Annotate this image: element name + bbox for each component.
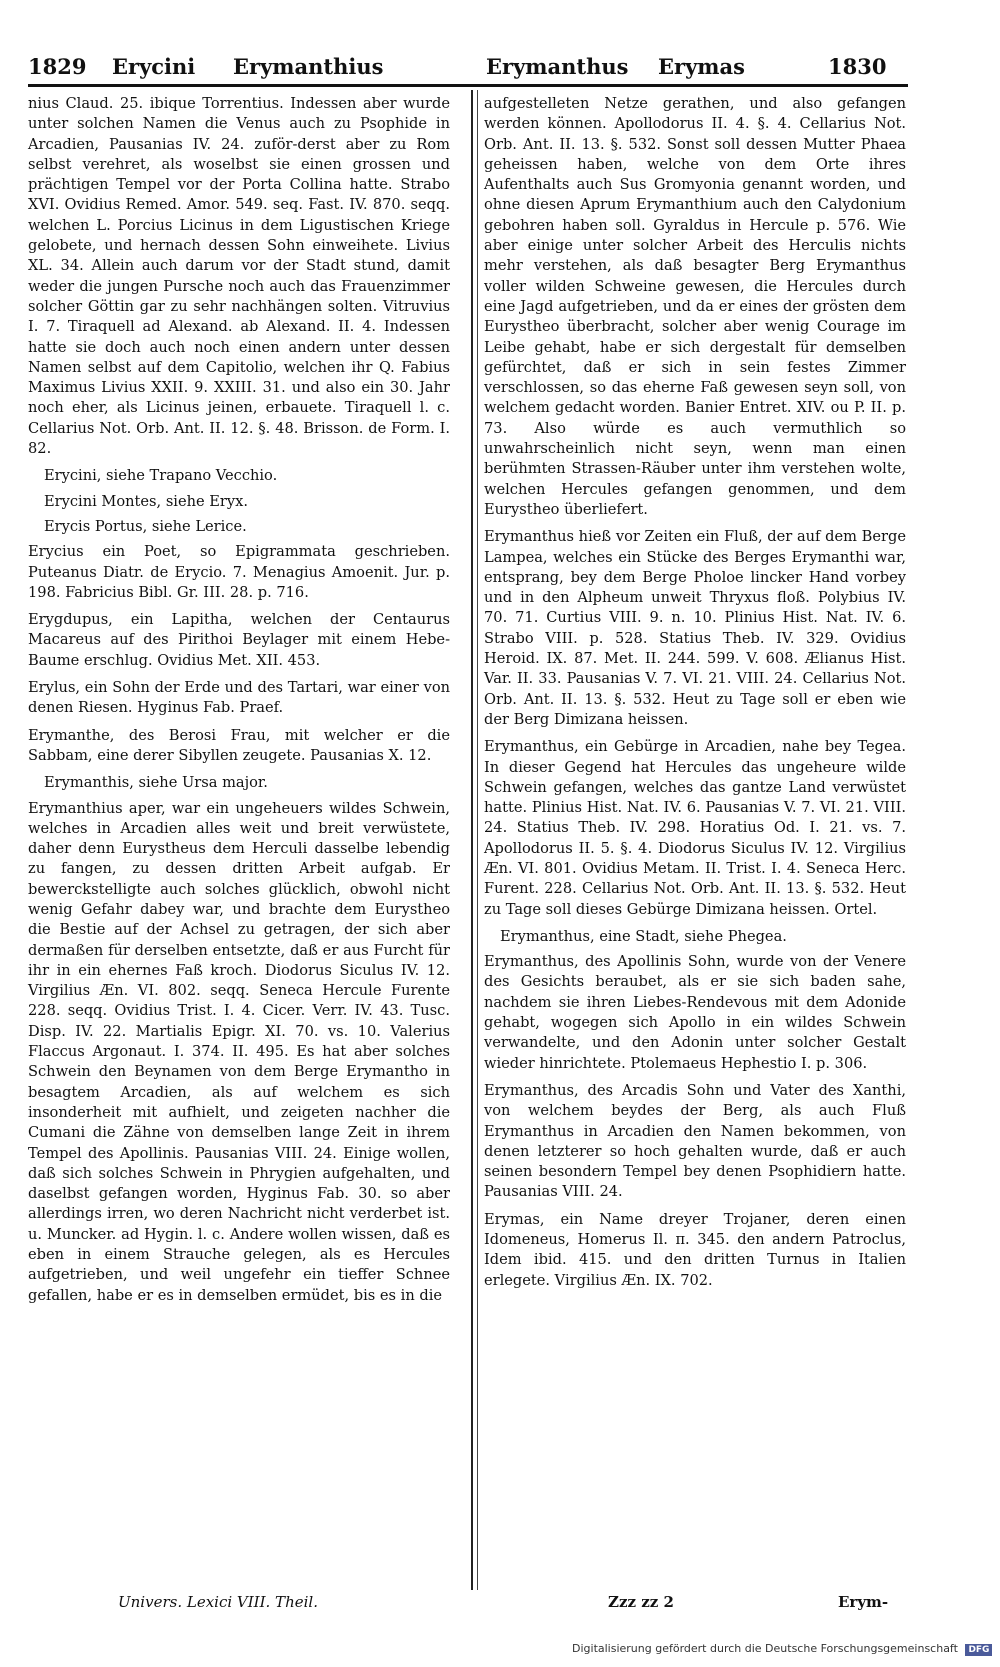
footer-catchword: Erym-	[838, 1593, 889, 1611]
page-number-left: 1829	[28, 54, 87, 79]
digitization-credit	[572, 1642, 992, 1656]
entry-erylus: Erylus, ein Sohn der Erde und des Tartari, war einer von denen Riesen. Hyginus Fab. Praef.	[28, 679, 450, 717]
entry-erymanthe: Erymanthe, des Berosi Frau, mit welcher er die Sabbam, eine derer Sibyllen zeugete. Pausanias X. 12.	[28, 726, 450, 764]
footer-imprint: Univers. Lexici VIII. Theil.	[118, 1593, 318, 1611]
guide-word-right-2: Erymas	[658, 54, 745, 79]
entry-erymas: Erymas, ein Name dreyer Trojaner, deren einen Idomeneus, Homerus Il. π. 345. den andern Patroclus, Idem ibid. 415. und den dritten Turnus in Italien erlegete. Virgilius Æn. IX. 702.	[484, 1210, 906, 1289]
entry-erymanthus-arcadis: Erymanthus, des Arcadis Sohn und Vater des Xanthi, von welchem beydes der Berg, als auch Fluß Erymanthus in Arcadien den Namen bekommen, von denen letzterer so hoch gehalten wurde, daß er auch seinen besondern Tempel bey denen Psophidiern hatte. Pausanias VIII. 24.	[484, 1081, 906, 1201]
dfg-logo: DFG	[965, 1644, 992, 1656]
entry-erycini: Erycini, siehe Trapano Vecchio.	[44, 467, 278, 485]
book-page	[28, 50, 908, 1640]
entry-erygdupus: Erygdupus, ein Lapitha, welchen der Centaurus Macareus auf des Pirithoi Beylager mit einem Hebe-Baume erschlug. Ovidius Met. XII. 453.	[28, 611, 450, 669]
guide-word-right-1: Erymanthus	[486, 54, 629, 79]
entry-erymanthius-aper-continued: aufgestelleten Netze gerathen, und also gefangen werden können. Apollodorus II. 4. §. 4. Cellarius Not. Orb. Ant. II. 13. §. 532. Sonst soll dessen Mutter Phaea geheissen haben, welche von dem Orte ihres Aufenthalts auch Sus Gromyonia genannt worden, und ohne diesen Aprum Erymanthium auch den Calydonium gebohren haben soll. Gyraldus in Hercule p. 576. Wie aber einige unter solcher Arbeit des Herculis nichts mehr verstehen, als daß besagter Berg Erymanthus voller wilden Schweine gewesen, die Hercules durch eine Jagd aufgetrieben, und da er eines der grösten dem Eurystheo überbracht, solcher aber wenig Courage im Leibe gehabt, habe er sich dergestalt für demselben gefürchtet, daß er sich in sein festes Zimmer verschlossen, so das eherne Faß gewesen seyn soll, von welchem gedacht worden. Banier Entret. XIV. ou P. II. p. 73. Also würde es auch vermuthlich so unwahrscheinlich nicht seyn, wenn man einen berühmten Strassen-Räuber unter ihm verstehen wolte, welchen Hercules gefangen genommen, und dem Eurystheo überliefert.	[484, 95, 906, 518]
entry-erycini-montes: Erycini Montes, siehe Eryx.	[44, 492, 249, 510]
entry-erymanthus-apollinis: Erymanthus, des Apollinis Sohn, wurde von der Venere des Gesichts beraubet, als er sie sich baden sahe, nachdem sie ihren Liebes-Rendevous mit dem Adonide gehabt, wogegen sich Apollo in ein wildes Schwein verwandelte, und den Adonin unter solcher Gestalt wieder hinrichtete. Ptolemaeus Hephestio I. p. 306.	[484, 953, 906, 1072]
entry-erymanthis: Erymanthis, siehe Ursa major.	[44, 774, 268, 792]
entry-erycius: Erycius ein Poet, so Epigrammata geschrieben. Puteanus Diatr. de Erycio. 7. Menagius Amoenit. Jur. p. 198. Fabricius Bibl. Gr. III. 28. p. 716.	[28, 543, 450, 601]
entry-erymanthus-river: Erymanthus hieß vor Zeiten ein Fluß, der auf dem Berge Lampea, welches ein Stücke des Berges Erymanthi war, entsprang, bey dem Berge Pholoe lincker Hand vorbey und in den Alpheum unweit Thryxus floß. Polybius IV. 70. 71. Curtius VIII. 9. n. 10. Plinius Hist. Nat. IV. 6. Strabo VIII. p. 528. Statius Theb. IV. 329. Ovidius Heroid. IX. 87. Met. II. 244. 599. V. 608. Ælianus Hist. Var. II. 33. Pausanias V. 7. VI. 21. VIII. 24. Cellarius Not. Orb. Ant. II. 13. §. 532. Heut zu Tage soll er eben wie der Berg Dimizana heissen.	[484, 528, 906, 728]
column-divider	[471, 90, 473, 1590]
guide-word-left-1: Erycini	[112, 54, 196, 79]
right-column	[484, 94, 906, 1298]
credit-text: Digitalisierung gefördert durch die Deutsche Forschungsgemeinschaft	[572, 1642, 958, 1655]
guide-word-left-2: Erymanthius	[233, 54, 384, 79]
page-number-right: 1830	[828, 54, 887, 79]
entry-erymanthius-aper: Erymanthius aper, war ein ungeheuers wildes Schwein, welches in Arcadien alles weit und breit verwüstete, daher denn Eurystheus dem Herculi dasselbe lebendig zu fangen, zu dessen dritten Arbeit aufgab. Er bewerckstelligte auch solches glücklich, obwohl nicht wenig Gefahr dabey war, und brachte dem Eurystheo die Bestie auf der Achsel zu getragen, der sich aber dermaßen für derselben entsetzte, daß er aus Furcht für ihr in ein ehernes Faß kroch. Diodorus Siculus IV. 12. Virgilius Æn. VI. 802. seqq. Seneca Hercule Furente 228. seqq. Ovidius Trist. I. 4. Cicer. Verr. IV. 43. Tusc. Disp. IV. 22. Martialis Epigr. XI. 70. vs. 10. Valerius Flaccus Argonaut. I. 374. II. 495. Es hat aber solches Schwein den Beynamen von dem Berge Erymantho in besagtem Arcadien, als auf welchem es sich insonderheit mit aufhielt, und zeigeten nachher die Cumani die Zähne von demselben lange Zeit in ihrem Tempel des Apollinis. Pausanias VIII. 24. Einige wollen, daß sich solches Schwein in Phrygien aufgehalten, und daselbst gefangen worden, Hyginus Fab. 30. so aber allerdings irren, wo deren Nachricht nicht verderbet ist. u. Muncker. ad Hygin. l. c. Andere wollen wissen, daß es eben in einem Strauche gelegen, als es Hercules aufgetrieben, und weil ungefehr ein tieffer Schnee gefallen, habe er es in demselben ermüdet, bis es in die	[28, 799, 450, 1304]
entry-erycis-portus: Erycis Portus, siehe Lerice.	[44, 517, 247, 535]
header-rule	[28, 84, 908, 87]
entry-erymanthus-mountain: Erymanthus, ein Gebürge in Arcadien, nahe bey Tegea. In dieser Gegend hat Hercules das ungeheure wilde Schwein gefangen, welches das gantze Land verwüstet hatte. Plinius Hist. Nat. IV. 6. Pausanias V. 7. VI. 21. VIII. 24. Statius Theb. IV. 298. Horatius Od. I. 21. vs. 7. Apollodorus II. 5. §. 4. Diodorus Siculus IV. 12. Virgilius Æn. VI. 801. Ovidius Metam. II. Trist. I. 4. Seneca Herc. Furent. 228. Cellarius Not. Orb. Ant. II. 13. §. 532. Heut zu Tage soll dieses Gebürge Dimizana heissen. Ortel.	[484, 738, 906, 918]
footer-signature: Zzz zz 2	[608, 1593, 674, 1611]
entry-venus-erycina-continued: nius Claud. 25. ibique Torrentius. Indessen aber wurde unter solchen Namen die Venus auch zu Psophide in Arcadien, Pausanias IV. 24. zuför-derst aber zu Rom selbst verehret, als woselbst sie einen grossen und prächtigen Tempel vor der Porta Collina hatte. Strabo XVI. Ovidius Remed. Amor. 549. seq. Fast. IV. 870. seqq. welchen L. Porcius Licinus in dem Ligustischen Kriege gelobete, und hernach dessen Sohn einweihete. Livius XL. 34. Allein auch darum vor der Stadt stund, damit weder die jungen Pursche noch auch das Frauenzimmer solcher Göttin gar zu sehr nachhängen solten. Vitruvius I. 7. Tiraquell ad Alexand. ab Alexand. II. 4. Indessen hatte sie doch auch noch einen andern unter dessen Namen selbst auf dem Capitolio, welchen ihr Q. Fabius Maximus Livius XXII. 9. XXIII. 31. und also ein 30. Jahr noch eher, als Licinus jeinen, erbauete. Tiraquell l. c. Cellarius Not. Orb. Ant. II. 12. §. 48. Brisson. de Form. I. 82.	[28, 95, 450, 458]
left-column	[28, 94, 450, 1313]
column-divider-inner	[477, 90, 478, 1590]
running-header	[28, 50, 908, 86]
entry-erymanthus-city: Erymanthus, eine Stadt, siehe Phegea.	[500, 927, 787, 945]
